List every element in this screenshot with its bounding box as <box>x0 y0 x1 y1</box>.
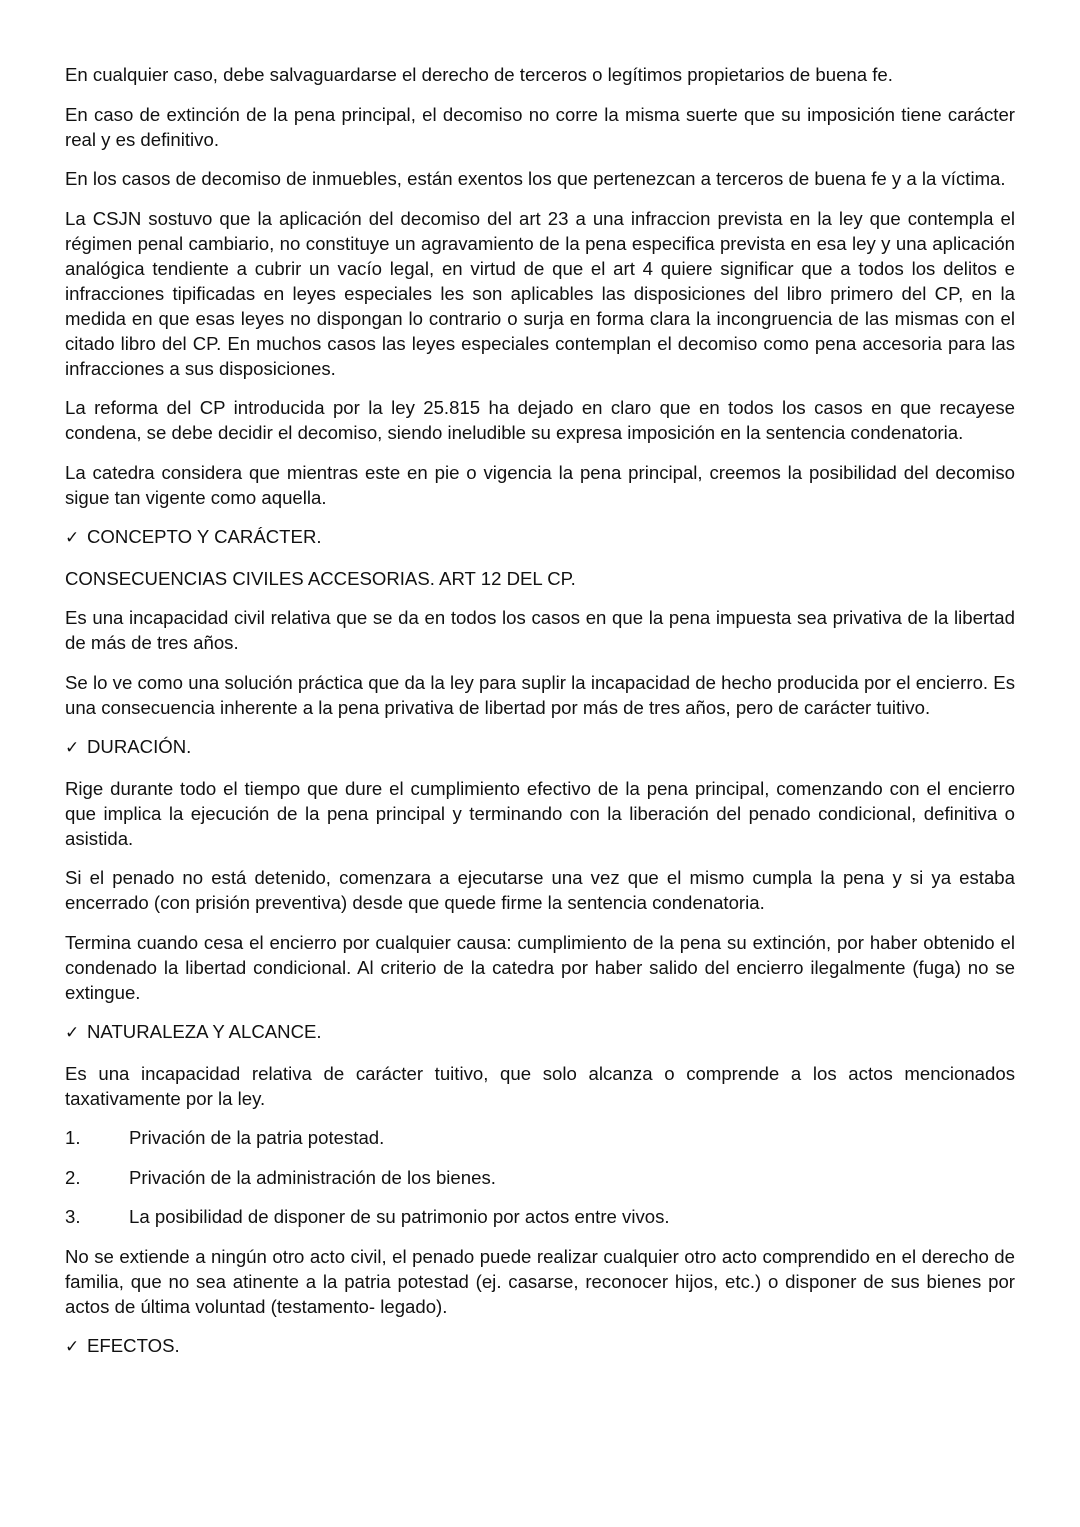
paragraph-incapacidad: Es una incapacidad civil relativa que se da en todos los casos en que la pena impuesta sea privativa de la libertad de más de tres años. <box>65 607 1015 653</box>
paragraph-csjn: La CSJN sostuvo que la aplicación del decomiso del art 23 a una infraccion prevista en la ley que contempla el régimen penal cambiario, no constituye un agravamiento de la pena especifica prevista en esa ley y una aplicación analógica tendiente a cubrir un vacío legal, en virtud de que el art 4 quiere significar que a todos los delitos e infracciones tipificadas en leyes especiales les son aplicables las disposiciones del libro primero del CP, en la medida en que esas leyes no dispongan lo contrario o surja en forma clara la incongruencia de las mismas con el citado libro del CP. En muchos casos las leyes especiales contemplan el decomiso como pena accesoria para las infracciones a sus disposiciones. <box>65 207 1015 379</box>
checkmark-icon: ✓ <box>65 528 80 548</box>
paragraph-rige: Rige durante todo el tiempo que dure el cumplimiento efectivo de la pena principal, comenzando con el encierro que implica la ejecución de la pena principal y terminando con la liberación del penado condicional, definitiva o asistida. <box>65 777 1015 849</box>
checkmark-icon: ✓ <box>65 1337 80 1357</box>
list-item <box>65 1204 1015 1229</box>
heading-concepto <box>65 524 1015 551</box>
paragraph-terceros: En cualquier caso, debe salvaguardarse el derecho de terceros o legítimos propietarios de buena fe. <box>65 64 893 85</box>
heading-duracion <box>65 734 1015 761</box>
list-number: 3. <box>65 1206 81 1227</box>
heading-efectos-text: EFECTOS. <box>87 1335 180 1356</box>
checkmark-icon: ✓ <box>65 738 80 758</box>
checkmark-icon: ✓ <box>65 1023 80 1043</box>
paragraph-inmuebles: En los casos de decomiso de inmuebles, están exentos los que pertenezcan a terceros de buena fe y a la víctima. <box>65 168 1006 189</box>
document-page <box>65 62 1015 1375</box>
heading-duracion-text: DURACIÓN. <box>87 736 192 757</box>
list-text: La posibilidad de disponer de su patrimonio por actos entre vivos. <box>129 1206 670 1227</box>
subtitle-consecuencias: CONSECUENCIAS CIVILES ACCESORIAS. ART 12 DEL CP. <box>65 567 576 589</box>
list-text: Privación de la patria potestad. <box>129 1127 385 1148</box>
heading-naturaleza-text: NATURALEZA Y ALCANCE. <box>87 1021 322 1042</box>
heading-naturaleza <box>65 1019 1015 1046</box>
paragraph-catedra: La catedra considera que mientras este en pie o vigencia la pena principal, creemos la posibilidad del decomiso sigue tan vigente como aquella. <box>65 461 1015 508</box>
heading-efectos <box>65 1333 1015 1360</box>
list-number: 1. <box>65 1127 81 1148</box>
list-item <box>65 1165 1015 1190</box>
list-number: 2. <box>65 1166 81 1188</box>
paragraph-termina: Termina cuando cesa el encierro por cualquier causa: cumplimiento de la pena su extinción, por haber obtenido el condenado la libertad condicional. Al criterio de la catedra por haber salido del encierro ilegalmente (fuga) no se extingue. <box>65 931 1015 1003</box>
paragraph-detenido: Si el penado no está detenido, comenzara a ejecutarse una vez que el mismo cumpla la pena y si ya estaba encerrado (con prisión preventiva) desde que quede firme la sentencia condenatoria. <box>65 867 1015 913</box>
list-item <box>65 1125 1015 1150</box>
paragraph-no-extiende: No se extiende a ningún otro acto civil, el penado puede realizar cualquier otro acto comprendido en el derecho de familia, que no sea atinente a la patria potestad (ej. casarse, reconocer hijos, etc.) o disponer de sus bienes por actos de última voluntad (testamento- legado). <box>65 1245 1015 1317</box>
paragraph-solucion: Se lo ve como una solución práctica que da la ley para suplir la incapacidad de hecho producida por el encierro. Es una consecuencia inherente a la pena privativa de libertad por más de tres años, pero de carácter tuitivo. <box>65 671 1015 718</box>
list-text: Privación de la administración de los bienes. <box>129 1166 496 1188</box>
paragraph-reforma: La reforma del CP introducida por la ley 25.815 ha dejado en claro que en todos los casos en que recayese condena, se debe decidir el decomiso, siendo ineludible su expresa imposición en la sentencia condenatoria. <box>65 397 1015 443</box>
heading-concepto-text: CONCEPTO Y CARÁCTER. <box>87 526 322 547</box>
paragraph-naturaleza: Es una incapacidad relativa de carácter tuitivo, que solo alcanza o comprende a los actos mencionados taxativamente por la ley. <box>65 1062 1015 1109</box>
paragraph-extincion: En caso de extinción de la pena principal, el decomiso no corre la misma suerte que su imposición tiene carácter real y es definitivo. <box>65 103 1015 150</box>
